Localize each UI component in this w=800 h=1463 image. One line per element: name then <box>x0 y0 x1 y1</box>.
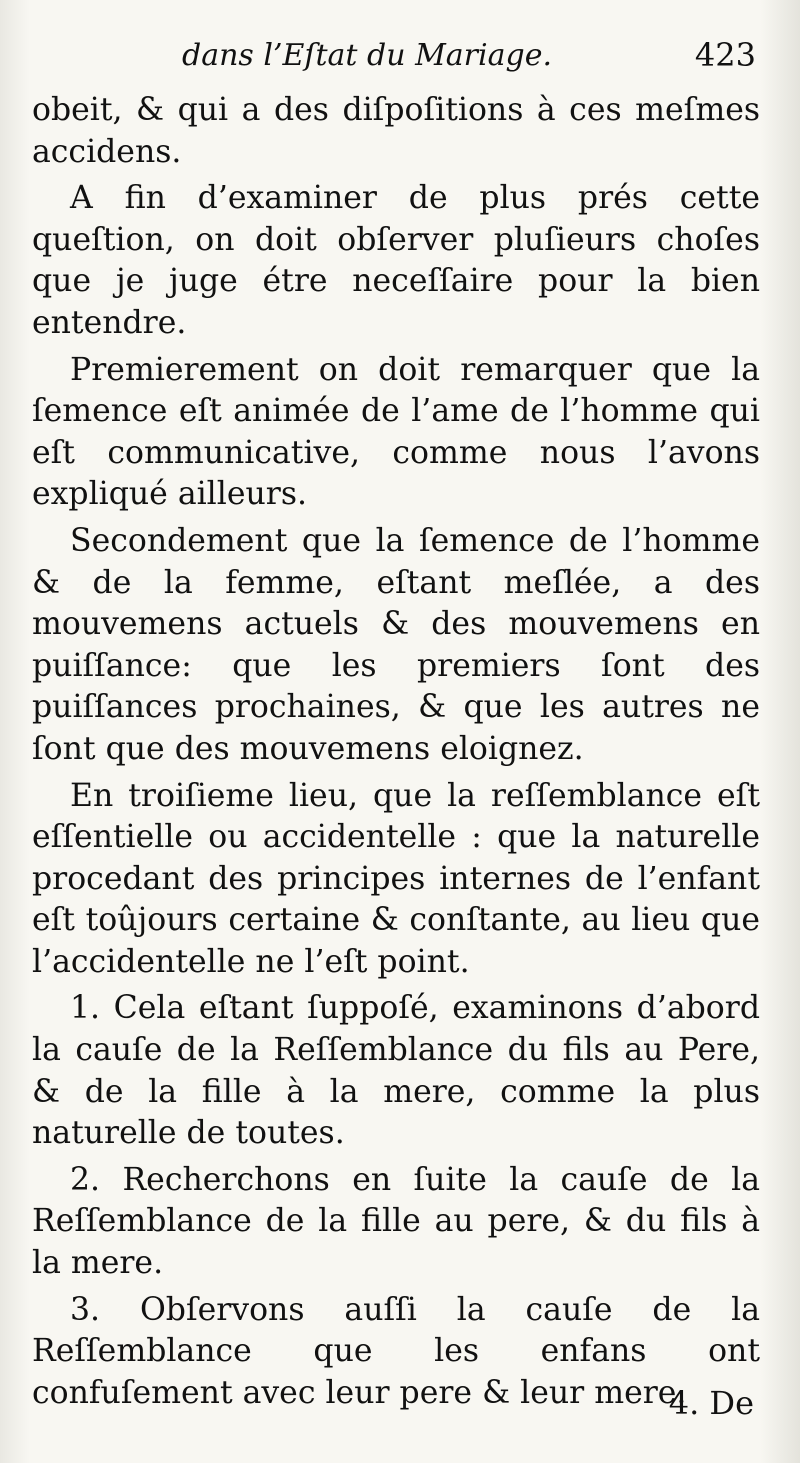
paragraph: obeit, & qui a des diſpoſitions à ces meſmes accidens. <box>32 92 760 170</box>
paragraph: En troiſieme lieu, que la reſſemblance eſt eſſentielle ou accidentelle : que la naturelle procedant des principes internes de l’enfant eſt toûjours certaine & conſtante, au lieu que l’accidentelle ne l’eſt point. <box>32 777 760 980</box>
text-block <box>32 90 760 1414</box>
paragraph: Premierement on doit remarquer que la ſemence eſt animée de l’ame de l’homme qui eſt communicative, comme nous l’avons expliqué ailleurs. <box>32 351 760 513</box>
page-number: 423 <box>694 36 756 74</box>
paragraph: 3. Obſervons auſſi la cauſe de la Reſſemblance que les enfans ont confuſement avec leur pere & leur mere. <box>32 1291 760 1411</box>
paragraph: 2. Recherchons en ſuite la cauſe de la Reſſemblance de la fille au pere, & du fils à la mere. <box>32 1161 760 1282</box>
paragraph: 1. Cela eſtant ſuppoſé, examinons d’abord la cauſe de la Reſſemblance du fils au Pere, & de la fille à la mere, comme la plus naturelle de toutes. <box>32 990 760 1152</box>
paragraph: Secondement que la ſemence de l’homme & de la femme, eſtant meſlée, a des mouvemens actuels & des mouvemens en puiſſance: que les premiers ſont des puiſſances prochaines, & que les autres ne ſont que des mouvemens eloignez. <box>32 522 760 767</box>
catchword: 4. De <box>668 1384 754 1422</box>
paragraph: A fin d’examiner de plus prés cette queſtion, on doit obſerver pluſieurs choſes que je juge étre neceſſaire pour la bien entendre. <box>32 180 760 341</box>
running-title: dans l’Eſtat du Mariage. <box>182 38 552 73</box>
running-head <box>32 28 760 90</box>
